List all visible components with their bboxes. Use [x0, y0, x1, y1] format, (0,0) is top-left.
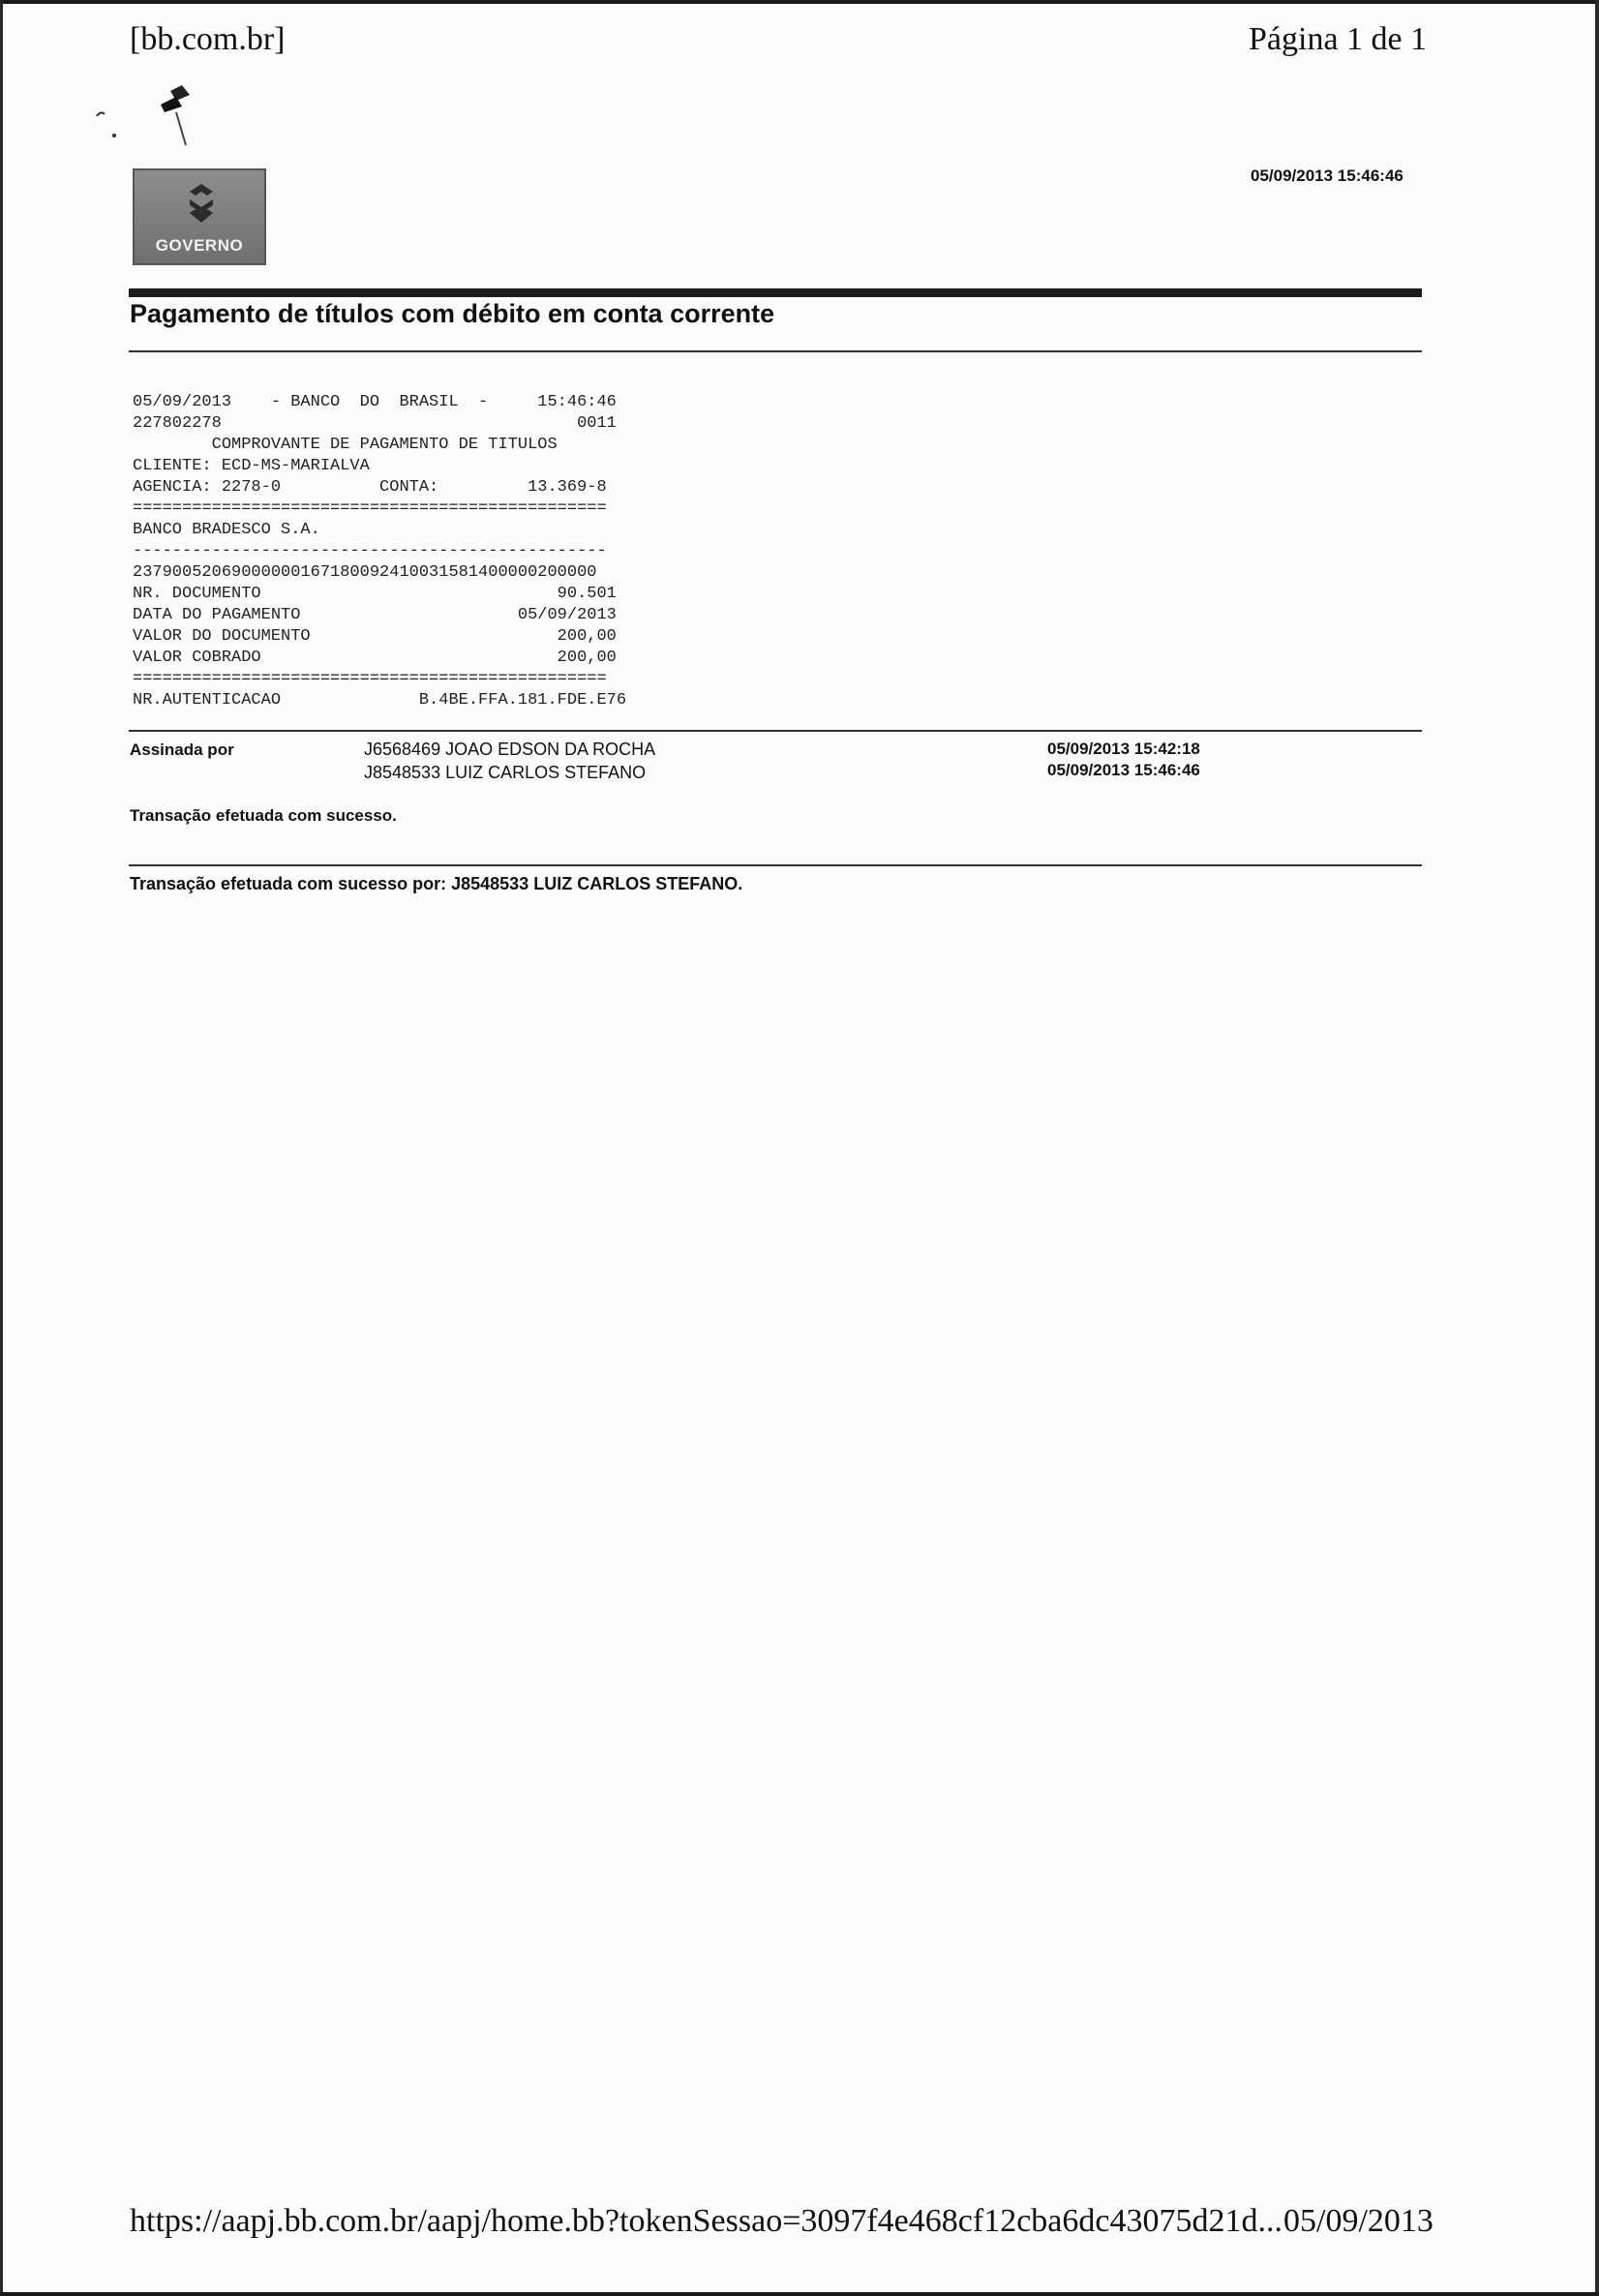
scan-edge-top [0, 0, 1599, 4]
scan-edge-right [1595, 0, 1599, 2296]
receipt-line: ================================================ [133, 670, 607, 688]
receipt-line: 23790052069000000167180092410031581400000200000 [133, 563, 597, 582]
receipt-line: CLIENTE: ECD-MS-MARIALVA [133, 457, 370, 475]
print-header-page-info: Página 1 de 1 [1249, 21, 1428, 57]
title-top-rule [129, 288, 1422, 297]
scan-edge-bottom [0, 2292, 1599, 2296]
footer-note: Transação efetuada com sucesso por: J8548533 LUIZ CARLOS STEFANO. [130, 874, 743, 893]
payment-receipt [133, 392, 626, 711]
governo-logo [133, 168, 266, 265]
signer-name: J8548533 LUIZ CARLOS STEFANO [364, 763, 647, 782]
receipt-line: ================================================ [133, 499, 607, 518]
page-title: Pagamento de títulos com débito em conta corrente [130, 299, 775, 328]
signer-name: J6568469 JOAO EDSON DA ROCHA [364, 740, 656, 759]
logo-caption: GOVERNO [155, 236, 244, 255]
receipt-line: BANCO BRADESCO S.A. [133, 521, 320, 539]
print-footer-date: 05/09/2013 [1283, 2203, 1433, 2239]
receipt-line: NR.AUTENTICACAO B.4BE.FFA.181.FDE.E76 [133, 691, 627, 710]
signer-datetime: 05/09/2013 15:42:18 [1047, 740, 1200, 758]
receipt-line: DATA DO PAGAMENTO 05/09/2013 [133, 606, 617, 624]
receipt-line: AGENCIA: 2278-0 CONTA: 13.369-8 [133, 478, 607, 497]
scan-artifact-mark [93, 77, 228, 165]
print-footer-url: https://aapj.bb.com.br/aapj/home.bb?tokenSessao=3097f4e468cf12cba6dc43075d21d... [130, 2203, 1282, 2239]
signer-datetime: 05/09/2013 15:46:46 [1047, 761, 1200, 779]
receipt-line: NR. DOCUMENTO 90.501 [133, 585, 617, 603]
status-message: Transação efetuada com sucesso. [130, 806, 397, 825]
signed-by-label: Assinada por [130, 740, 234, 759]
receipt-line: 227802278 0011 [133, 414, 617, 433]
receipt-line: VALOR DO DOCUMENTO 200,00 [133, 627, 617, 646]
receipt-line: VALOR COBRADO 200,00 [133, 649, 617, 667]
footer-note-rule [129, 864, 1422, 866]
title-bottom-rule [129, 350, 1422, 352]
bank-logo-icon [177, 180, 226, 228]
receipt-line: 05/09/2013 - BANCO DO BRASIL - 15:46:46 [133, 393, 617, 411]
scan-edge-left [0, 0, 3, 2296]
receipt-line: ------------------------------------------------ [133, 542, 607, 560]
print-header-site: [bb.com.br] [130, 21, 286, 57]
receipt-line: COMPROVANTE DE PAGAMENTO DE TITULOS [133, 436, 558, 454]
signatures-top-rule [129, 730, 1422, 732]
document-datetime: 05/09/2013 15:46:46 [1251, 166, 1403, 185]
